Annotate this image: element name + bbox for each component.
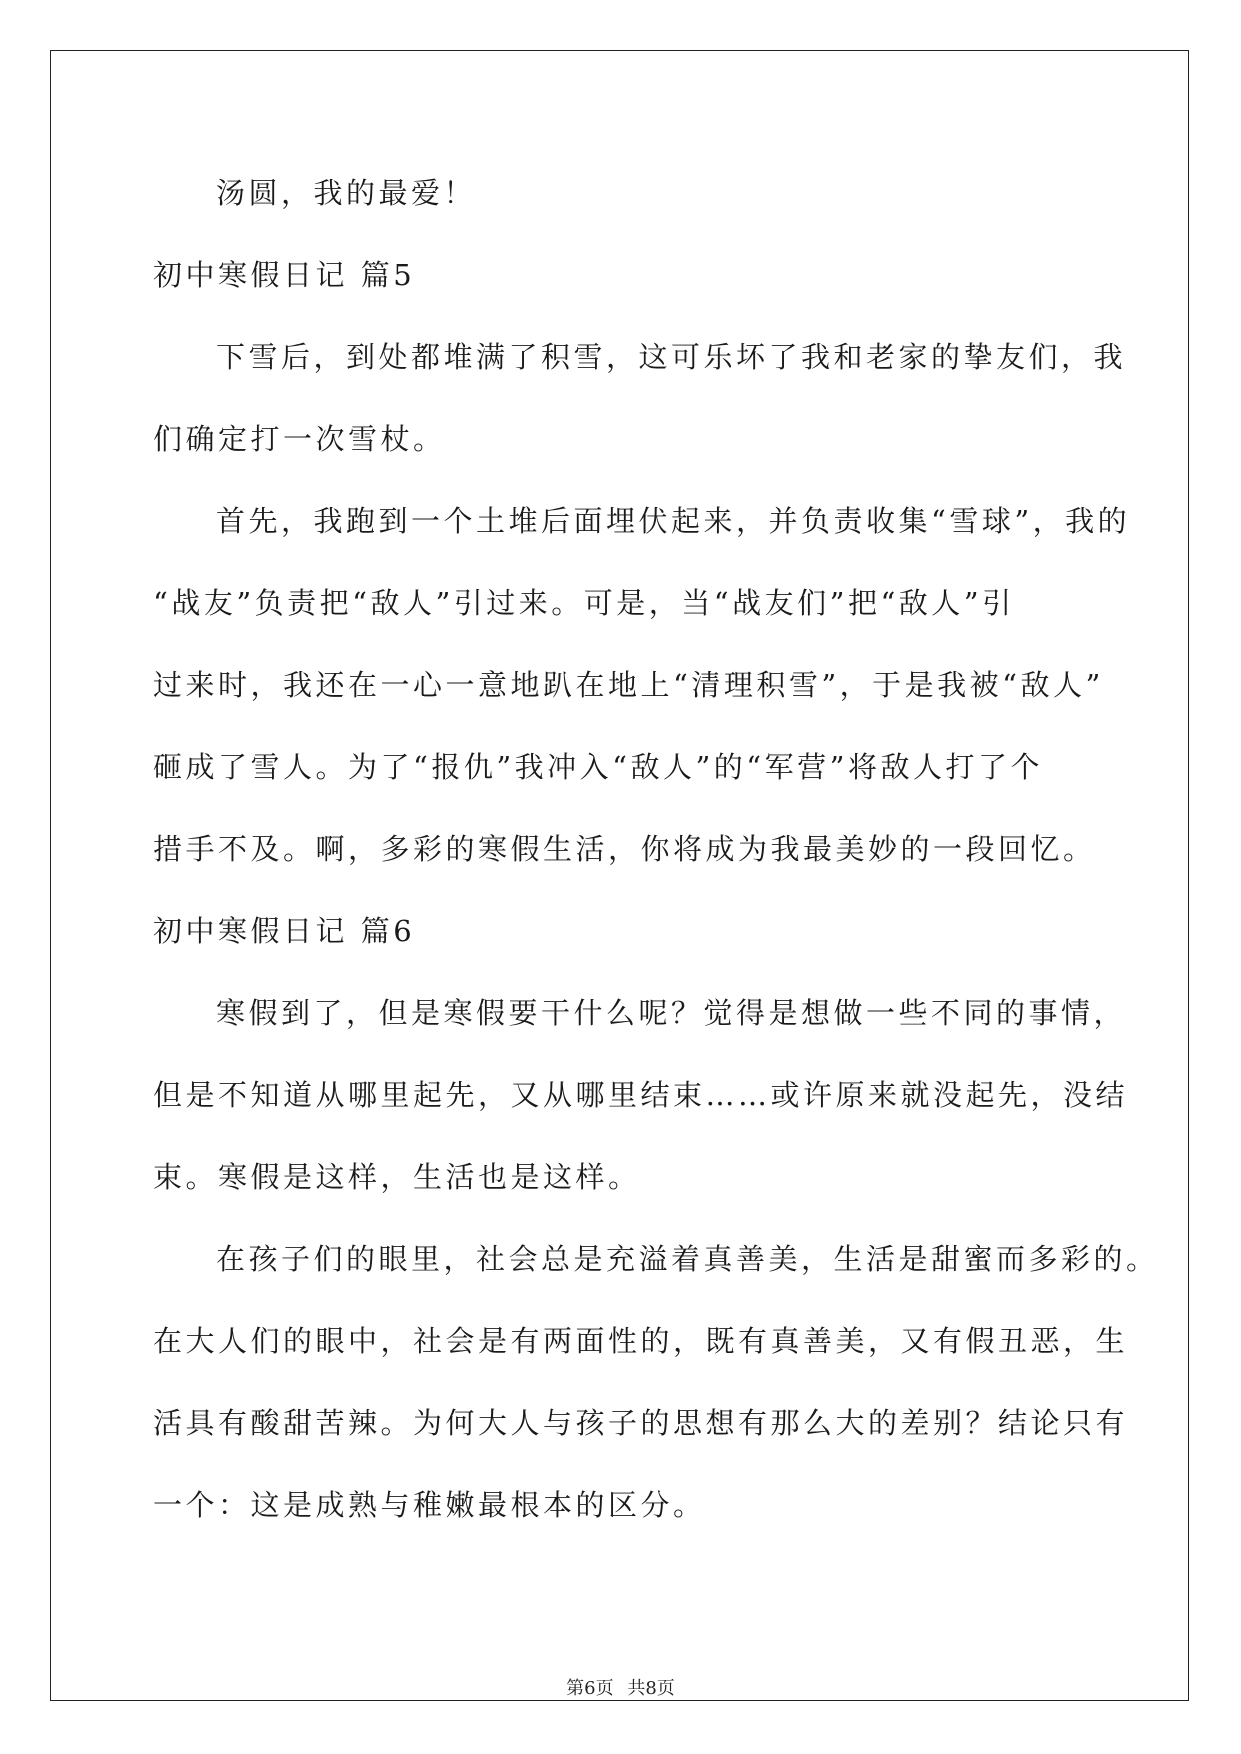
text-line: 措手不及。啊，多彩的寒假生活，你将成为我最美妙的一段回忆。: [153, 832, 1096, 866]
page-footer: [0, 1677, 1241, 1701]
text-line: 们确定打一次雪杖。: [153, 422, 446, 456]
text-line: 活具有酸甜苦辣。为何大人与孩子的思想有那么大的差别？结论只有: [153, 1406, 1129, 1440]
text-line: 汤圆，我的最爱！: [216, 176, 477, 210]
page-total: 共8页: [627, 1678, 675, 1699]
text-line: 寒假到了，但是寒假要干什么呢？觉得是想做一些不同的事情，: [216, 996, 1127, 1030]
page-number: 第6页: [566, 1678, 614, 1699]
text-line: 首先，我跑到一个土堆后面埋伏起来，并负责收集“雪球”，我的: [216, 504, 1131, 538]
page-border: [50, 50, 1189, 1701]
text-line: 在孩子们的眼里，社会总是充溢着真善美，生活是甜蜜而多彩的。: [216, 1242, 1159, 1276]
text-line: 一个：这是成熟与稚嫩最根本的区分。: [153, 1488, 706, 1522]
text-line: 砸成了雪人。为了“报仇”我冲入“敌人”的“军营”将敌人打了个: [153, 750, 1043, 784]
text-line: 束。寒假是这样，生活也是这样。: [153, 1160, 641, 1194]
section-heading: 初中寒假日记 篇5: [153, 258, 416, 292]
text-line: “战友”负责把“敌人”引过来。可是，当“战友们”把“敌人”引: [153, 586, 1015, 620]
text-line: 下雪后，到处都堆满了积雪，这可乐坏了我和老家的挚友们，我: [216, 340, 1127, 374]
text-line: 过来时，我还在一心一意地趴在地上“清理积雪”，于是我被“敌人”: [153, 668, 1104, 702]
text-line: 在大人们的眼中，社会是有两面性的，既有真善美，又有假丑恶，生: [153, 1324, 1129, 1358]
text-line: 但是不知道从哪里起先，又从哪里结束……或许原来就没起先，没结: [153, 1078, 1129, 1112]
section-heading: 初中寒假日记 篇6: [153, 914, 416, 948]
